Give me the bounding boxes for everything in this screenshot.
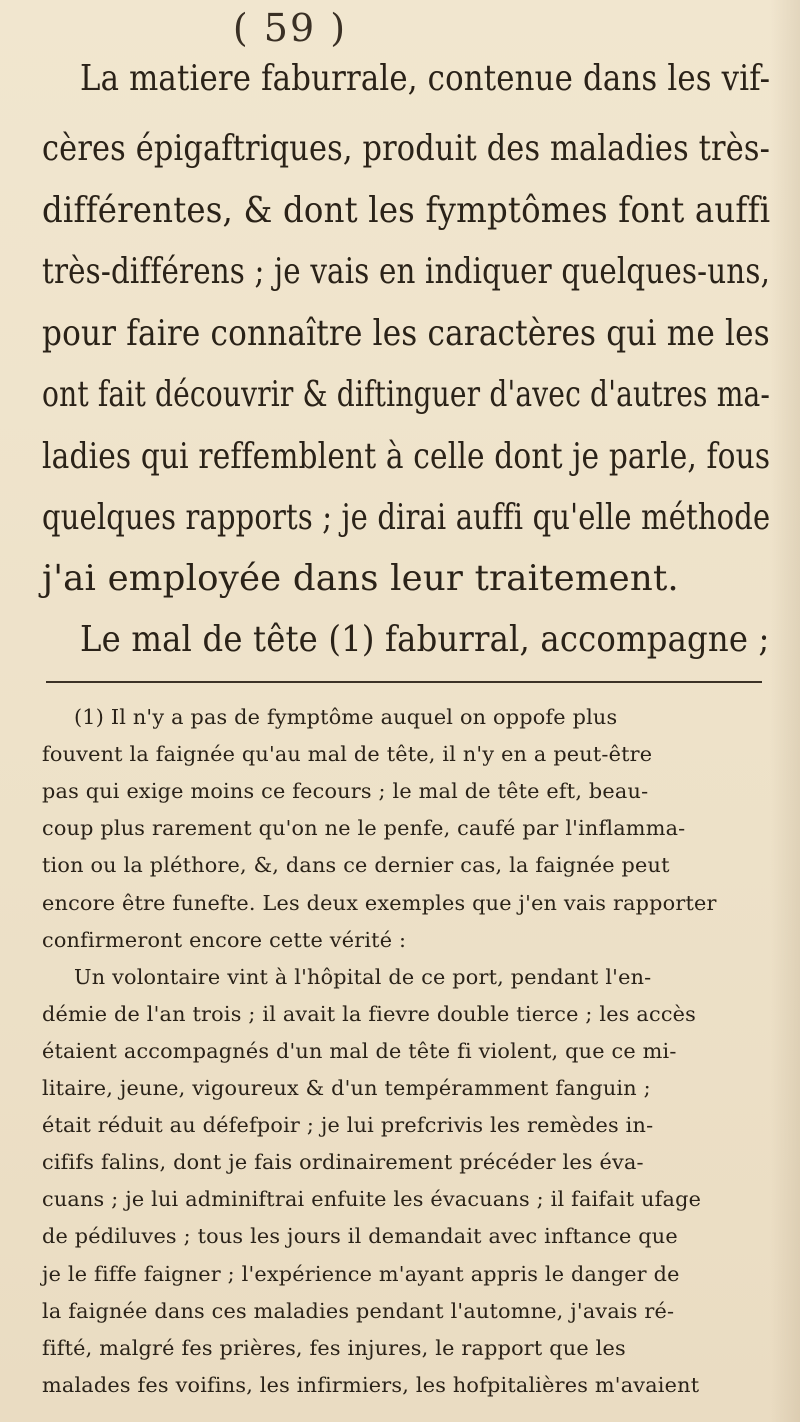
footnote-line: litaire, jeune, vigoureux & d'un tempéramment fanguin ;	[42, 1076, 651, 1101]
footnote-line: pas qui exige moins ce fecours ; le mal de tête eft, beau-	[42, 779, 649, 804]
footnote-line: étaient accompagnés d'un mal de tête fi violent, que ce mi-	[42, 1038, 677, 1063]
footnote-line: la faignée dans ces maladies pendant l'automne, j'avais ré-	[42, 1298, 675, 1323]
text-line: ont fait découvrir & diftinguer d'avec d'autres ma-	[42, 374, 771, 415]
footnote-line: Un volontaire vint à l'hôpital de ce port, pendant l'en-	[74, 964, 652, 989]
footnote-line: de pédiluves ; tous les jours il demandait avec inftance que	[42, 1224, 678, 1249]
text-line: quelques rapports ; je dirai auffi qu'elle méthode	[42, 497, 771, 538]
page-edge-shadow	[770, 0, 800, 1422]
text-line: différentes, & dont les fymptômes font auffi	[42, 190, 771, 231]
footnote-line: malades fes voifins, les infirmiers, les hofpitalières m'avaient	[42, 1372, 700, 1397]
footnote-line: fifté, malgré fes prières, fes injures, le rapport que les	[42, 1335, 626, 1360]
page-number: ( 59 )	[232, 6, 348, 50]
footnote-line: cuans ; je lui adminiftrai enfuite les évacuans ; il faifait ufage	[42, 1187, 702, 1212]
footnote-line: encore être funefte. Les deux exemples que j'en vais rapporter	[42, 890, 717, 915]
text-line: très-différens ; je vais en indiquer quelques-uns,	[42, 251, 771, 292]
footnote-divider	[46, 681, 762, 683]
footnote-line: démie de l'an trois ; il avait la fievre double tierce ; les accès	[42, 1001, 696, 1026]
text-line: Le mal de tête (1) faburral, accompagne ;	[80, 619, 770, 660]
text-line: cères épigaftriques, produit des maladies très-	[42, 128, 771, 169]
footnote-line: cififs falins, dont je fais ordinairement précéder les éva-	[42, 1150, 644, 1175]
footnote-line: coup plus rarement qu'on ne le penfe, caufé par l'inflamma-	[42, 816, 686, 841]
text-line: j'ai employée dans leur traitement.	[42, 558, 679, 599]
footnote-line: (1) Il n'y a pas de fymptôme auquel on oppofe plus	[74, 705, 618, 729]
footnote-line: fouvent la faignée qu'au mal de tête, il n'y en a peut-être	[42, 742, 653, 767]
footnote-line: confirmeront encore cette vérité :	[42, 927, 407, 952]
footnote-line: tion ou la pléthore, &, dans ce dernier cas, la faignée peut	[42, 853, 670, 878]
text-line: La matiere faburrale, contenue dans les vif-	[80, 58, 771, 99]
text-line: ladies qui reffemblent à celle dont je parle, fous	[42, 436, 771, 477]
footnote-line: était réduit au défefpoir ; je lui prefcrivis les remèdes in-	[42, 1113, 654, 1138]
footnote-line: je le fiffe faigner ; l'expérience m'ayant appris le danger de	[42, 1261, 680, 1286]
text-line: pour faire connaître les caractères qui me les	[42, 313, 770, 354]
